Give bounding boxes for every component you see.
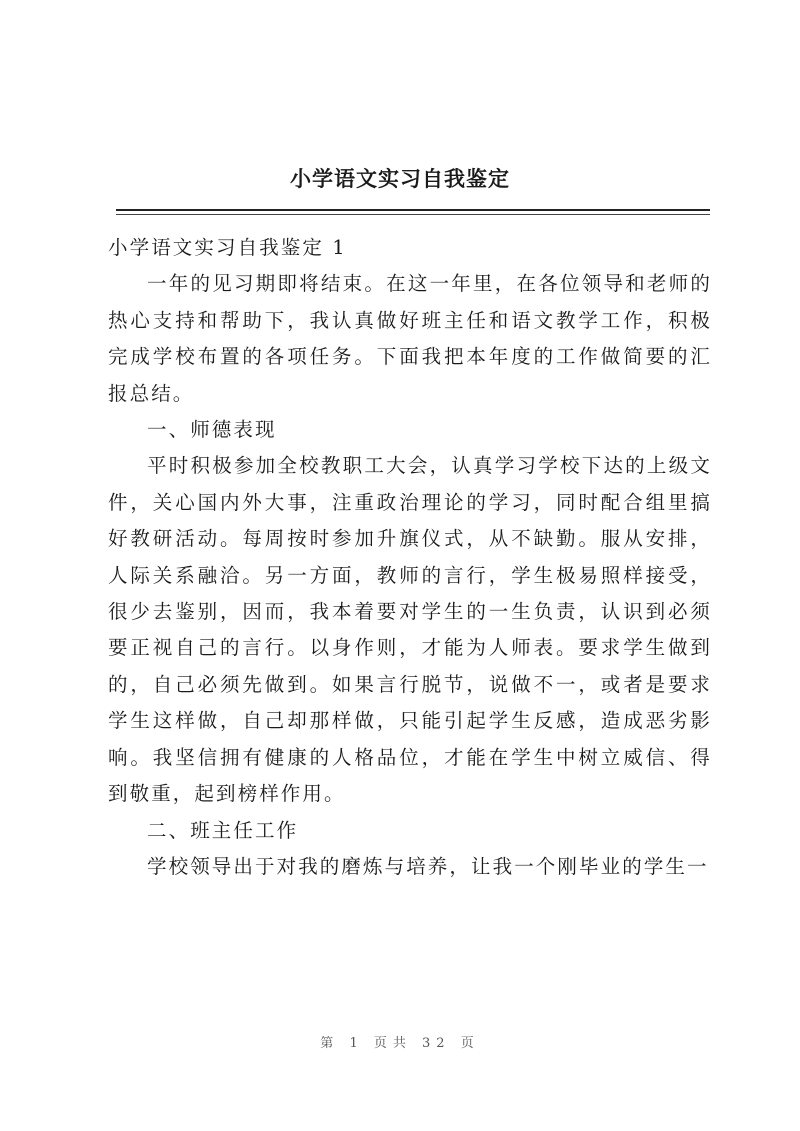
current-page-number: 1 <box>349 1036 364 1051</box>
section-heading: 小学语文实习自我鉴定 1 <box>108 236 347 259</box>
document-title: 小学语文实习自我鉴定 <box>290 166 510 191</box>
paragraph-class-teacher: 学校领导出于对我的磨炼与培养，让我一个刚毕业的学生一 <box>147 854 709 878</box>
page-footer <box>0 1032 800 1051</box>
document-body <box>108 230 712 885</box>
total-pages-number: 32 <box>422 1036 451 1051</box>
paragraph-ethics: 平时积极参加全校教职工大会，认真学习学校下达的上级文件，关心国内外大事，注重政治理论的学习，同时配合组里搞好教研活动。每周按时参加升旗仪式，从不缺勤。服从安排，人际关系融洽。另一方面，教师的言行，学生极易照样接受，很少去鉴别，因而，我本着要对学生的一生负责，认识到必须要正视自己的言行。以身作则，才能为人师表。要求学生做到的，自己必须先做到。如果言行脱节，说做不一，或者是要求学生这样做，自己却那样做，只能引起学生反感，造成恶劣影响。我坚信拥有健康的人格品位，才能在学生中树立威信、得到敬重，起到榜样作用。 <box>108 454 712 806</box>
title-divider <box>116 209 710 211</box>
page-label-suffix: 页 <box>460 1036 480 1051</box>
page-label-mid: 页共 <box>373 1036 412 1051</box>
paragraph-intro: 一年的见习期即将结束。在这一年里，在各位领导和老师的热心支持和帮助下，我认真做好班主任和语文教学工作，积极完成学校布置的各项任务。下面我把本年度的工作做简要的汇报总结。 <box>108 272 712 405</box>
section-heading-class-teacher: 二、班主任工作 <box>147 818 299 842</box>
page-label-prefix: 第 <box>320 1036 340 1051</box>
section-heading-ethics: 一、师德表现 <box>147 418 277 442</box>
title-divider-thin <box>116 214 710 215</box>
